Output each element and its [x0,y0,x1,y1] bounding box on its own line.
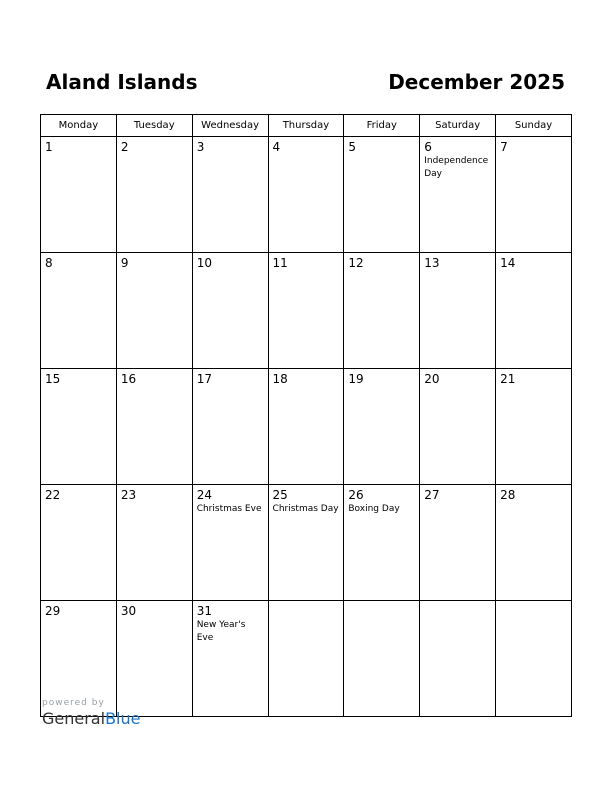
day-number: 11 [272,256,288,270]
day-number: 14 [500,256,516,270]
day-cell[interactable] [192,253,268,369]
day-cell[interactable] [116,253,192,369]
weekday-wednesday: Wednesday [192,115,268,137]
holiday-label: Boxing Day [348,504,400,514]
day-cell[interactable] [496,369,572,485]
day-cell[interactable] [41,137,117,253]
day-number: 16 [120,372,137,386]
day-cell[interactable] [268,369,344,485]
footer-branding [42,698,140,728]
weekday-monday: Monday [41,115,117,137]
day-number: 12 [348,256,364,270]
day-number: 21 [500,372,516,386]
day-cell[interactable] [496,137,572,253]
empty-day-cell [420,601,496,717]
day-number: 22 [45,488,61,502]
day-number: 25 [272,488,288,502]
day-cell[interactable] [41,253,117,369]
day-number: 7 [500,140,508,154]
day-number: 23 [120,488,137,502]
empty-day-cell [496,601,572,717]
day-cell[interactable] [420,369,496,485]
day-number: 28 [500,488,516,502]
day-number: 2 [120,140,129,154]
day-cell[interactable] [116,137,192,253]
day-cell[interactable] [268,485,344,601]
day-cell[interactable] [192,369,268,485]
day-number: 4 [272,140,281,154]
day-cell[interactable] [41,485,117,601]
weekday-sunday: Sunday [496,115,572,137]
day-cell[interactable] [344,485,420,601]
day-cell[interactable] [496,253,572,369]
day-number: 27 [424,488,440,502]
day-number: 8 [45,256,53,270]
day-cell[interactable] [192,601,268,717]
day-cell[interactable] [344,253,420,369]
day-number: 26 [348,488,364,502]
weekday-saturday: Saturday [420,115,496,137]
holiday-label: Christmas Eve [196,504,262,514]
weekday-tuesday: Tuesday [116,115,192,137]
day-cell[interactable] [116,485,192,601]
day-number: 17 [196,372,212,386]
powered-by-label: powered by [42,698,105,708]
day-cell[interactable] [420,485,496,601]
day-cell[interactable] [192,485,268,601]
day-cell[interactable] [268,253,344,369]
day-number: 10 [196,256,212,270]
day-number: 15 [45,372,61,386]
day-cell[interactable] [41,369,117,485]
week-row [41,137,572,253]
day-cell[interactable] [192,137,268,253]
day-number: 20 [424,372,440,386]
day-cell[interactable] [420,137,496,253]
holiday-label: Independence Day [424,156,489,179]
day-cell[interactable] [344,369,420,485]
day-number: 9 [120,256,129,270]
region-title: Aland Islands [46,70,198,94]
day-number: 18 [272,372,288,386]
month-title: December 2025 [388,70,565,94]
weekday-friday: Friday [344,115,420,137]
day-number: 5 [348,140,357,154]
holiday-label: New Year's Eve [196,620,246,643]
brand-logo-part2: Blue [105,709,141,728]
week-row [41,485,572,601]
day-number: 19 [348,372,364,386]
brand-logo[interactable] [42,709,140,728]
day-cell[interactable] [420,253,496,369]
day-number: 1 [45,140,53,154]
week-row [41,253,572,369]
day-number: 30 [120,604,137,618]
day-cell[interactable] [116,369,192,485]
day-number: 6 [424,140,432,154]
week-row [41,369,572,485]
day-number: 24 [196,488,212,502]
day-cell[interactable] [344,137,420,253]
day-number: 31 [196,604,212,618]
brand-logo-part1: General [42,709,106,728]
calendar-grid [40,114,572,717]
weekday-header-row [41,115,572,137]
day-cell[interactable] [268,137,344,253]
day-cell[interactable] [496,485,572,601]
weekday-thursday: Thursday [268,115,344,137]
empty-day-cell [268,601,344,717]
holiday-label: Christmas Day [272,504,339,514]
day-number: 3 [196,140,205,154]
day-number: 29 [45,604,61,618]
day-number: 13 [424,256,440,270]
empty-day-cell [344,601,420,717]
